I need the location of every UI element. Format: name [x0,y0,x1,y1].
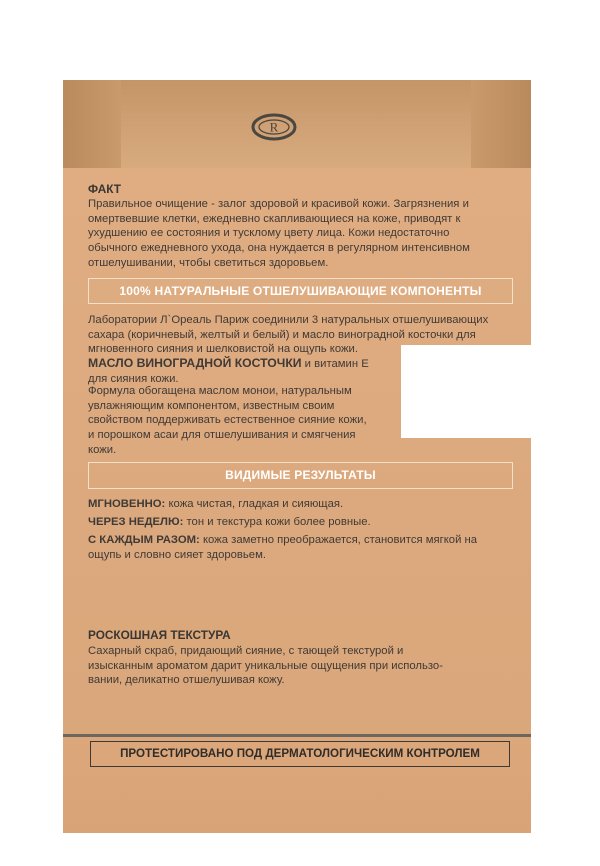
oil-line2: для сияния кожи. [88,372,179,385]
texture-line: вании, деликатно отшелушивая кожу. [88,674,285,687]
components-line: Лаборатории Л`Ореаль Париж соединили 3 натуральных отшелушивающих [88,314,489,326]
label-sticker [401,345,531,438]
texture-line: Сахарный скраб, придающий сияние, с тающей текстурой и [88,645,404,657]
components-line: сахара (коричневый, желтый и белый) и масло виноградной косточки для [88,328,476,341]
logo-letter: R [269,119,279,135]
formula-line: Формула обогащена маслом монои, натуральным [88,385,352,397]
texture-heading: РОСКОШНАЯ ТЕКСТУРА [88,628,231,642]
result-each-time [88,533,520,562]
oil-text: и витамин Е [301,358,369,370]
fact-line: Правильное очищение - залог здоровой и красивой кожи. Загрязнения и [88,198,469,210]
formula-paragraph [88,384,390,458]
formula-line: увлажняющим компонентом, известным своим [88,399,335,412]
natural-components-band: 100% НАТУРАЛЬНЫЕ ОТШЕЛУШИВАЮЩИЕ КОМПОНЕНТЫ [88,278,513,304]
components-line: мгновенного сияния и шелковистой на ощупь кожи. [88,343,358,356]
dermatological-tested-label: ПРОТЕСТИРОВАНО ПОД ДЕРМАТОЛОГИЧЕСКИМ КОНТРОЛЕМ [90,741,510,767]
oil-label: МАСЛО ВИНОГРАДНОЙ КОСТОЧКИ [88,356,302,370]
texture-line: изысканным ароматом дарит уникальные ощущения при использо- [88,659,443,672]
result-text: кожа заметно преображается, становится мягкой на [199,534,478,546]
result-text: кожа чистая, гладкая и сияющая. [165,498,344,510]
result-week [88,515,518,530]
box-top-face [63,80,531,168]
formula-line: свойством поддерживать естественное сияние кожи, [88,414,367,427]
result-instant [88,497,518,512]
fact-paragraph [88,197,512,271]
texture-paragraph [88,644,512,688]
brand-logo-icon [251,112,297,142]
visible-results-band: ВИДИМЫЕ РЕЗУЛЬТАТЫ [88,462,513,489]
fact-line: обычного ежедневного ухода, она нуждается в регулярном интенсивном [88,242,470,255]
box-left-edge [63,80,121,168]
formula-line: и порошком асаи для отшелушивания и смягчения [88,429,356,442]
oil-paragraph [88,356,394,386]
fact-line: ухудшению ее состояния и тусклому цвету лица. Кожи недостаточно [88,227,450,240]
result-label: МГНОВЕННО: [88,498,166,510]
formula-line: кожи. [88,443,117,456]
fact-line: омертвевшие клетки, ежедневно скапливающиеся на коже, приводят к [88,212,461,225]
result-label: С КАЖДЫМ РАЗОМ: [88,534,200,546]
result-text: тон и текстура кожи более ровные. [183,516,371,528]
fact-heading: ФАКТ [88,182,121,196]
result-label: ЧЕРЕЗ НЕДЕЛЮ: [88,516,184,528]
fact-line: отшелушивании, чтобы светиться здоровьем. [88,256,329,269]
result-text-line2: ощупь и словно сияет здоровьем. [88,548,266,561]
box-right-edge [471,80,531,168]
